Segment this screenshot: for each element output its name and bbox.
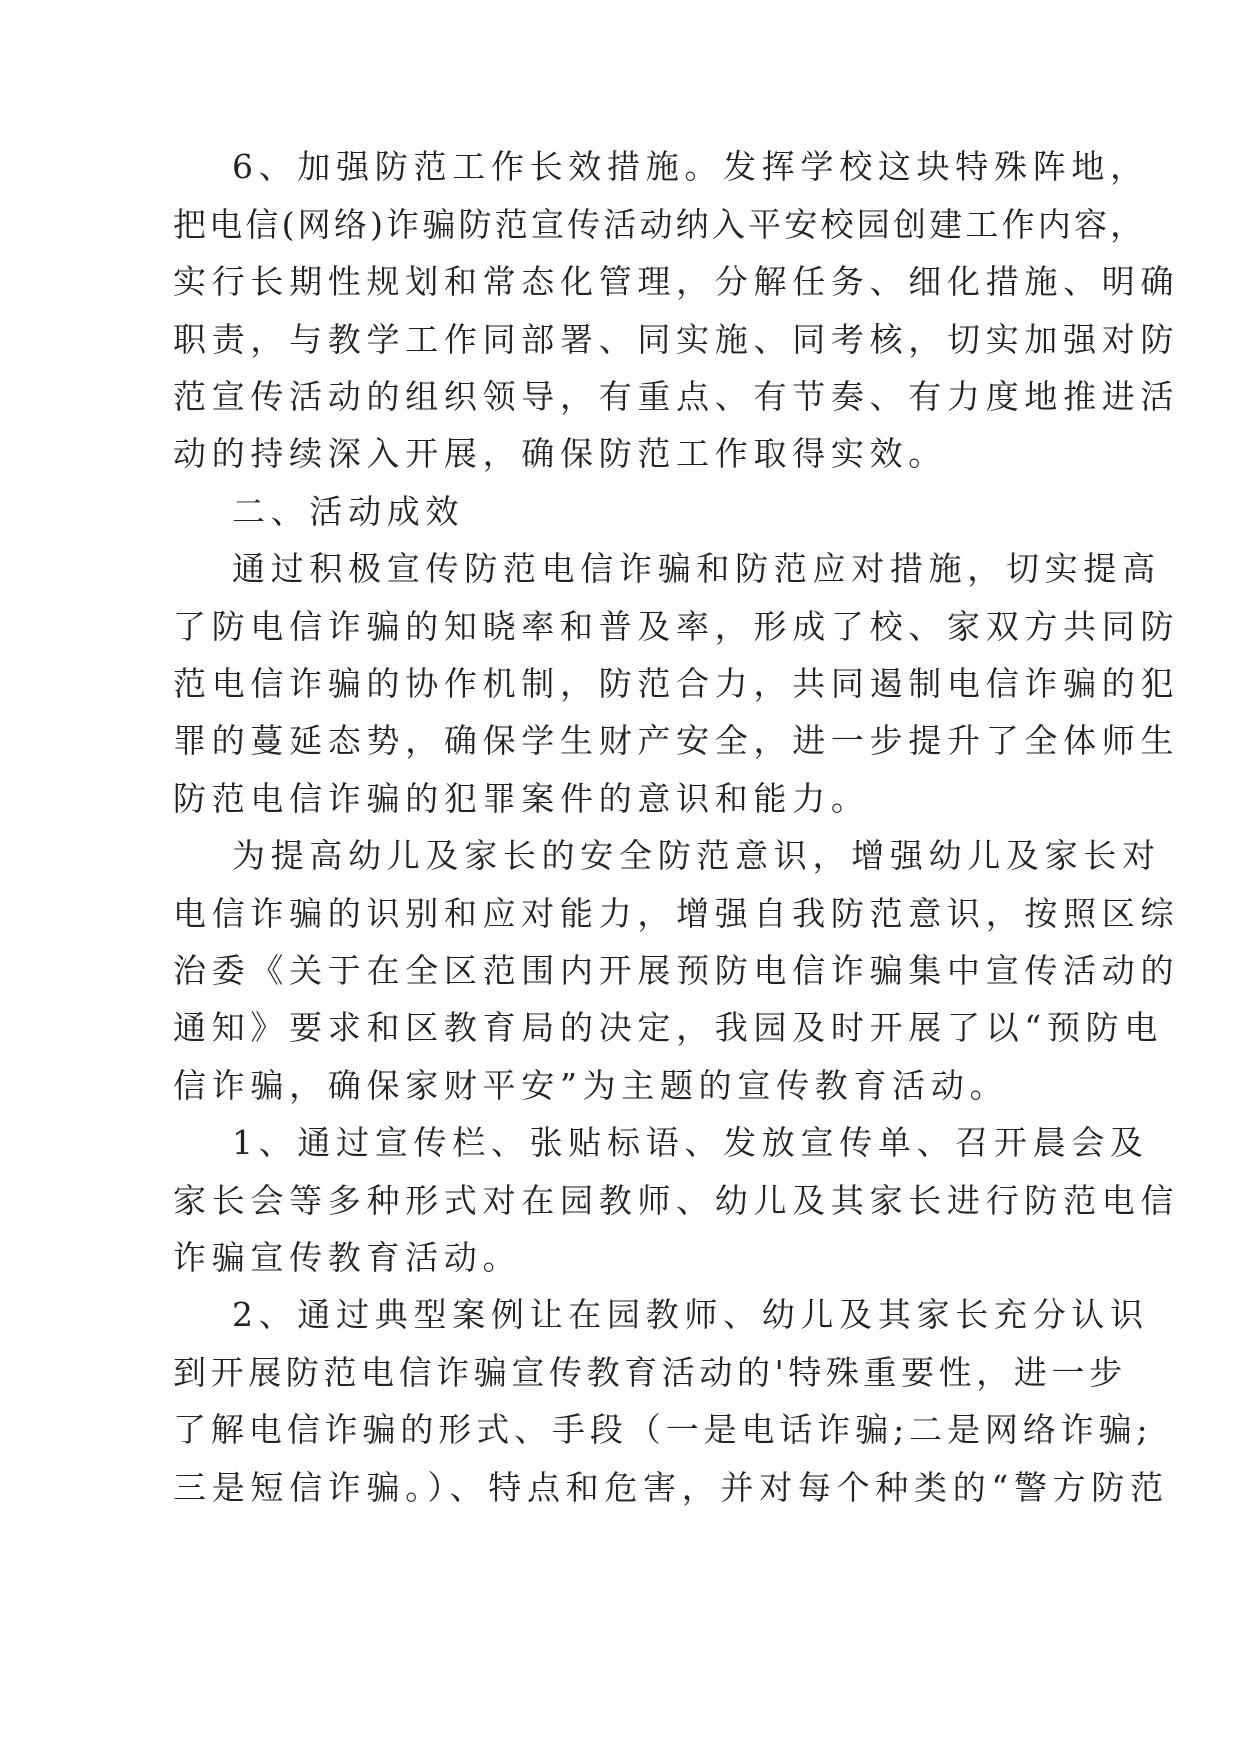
text-line: 通过积极宣传防范电信诈骗和防范应对措施，切实提高 bbox=[232, 549, 1161, 588]
text-line: 把电信(网络)诈骗防范宣传活动纳入平安校园创建工作内容， bbox=[173, 205, 1147, 244]
text-line: 家长会等多种形式对在园教师、幼儿及其家长进行防范电信 bbox=[173, 1181, 1180, 1220]
text-line: 范宣传活动的组织领导，有重点、有节奏、有力度地推进活 bbox=[173, 377, 1180, 416]
text-line: 到开展防范电信诈骗宣传教育活动的'特殊重要性，进一步 bbox=[173, 1353, 1127, 1392]
text-line: 为提高幼儿及家长的安全防范意识，增强幼儿及家长对 bbox=[232, 836, 1161, 875]
text-line: 6、加强防范工作长效措施。发挥学校这块特殊阵地， bbox=[232, 147, 1149, 186]
text-line: 治委《关于在全区范围内开展预防电信诈骗集中宣传活动的 bbox=[173, 951, 1180, 990]
text-line: 实行长期性规划和常态化管理，分解任务、细化措施、明确 bbox=[173, 262, 1180, 301]
text-line: 动的持续深入开展，确保防范工作取得实效。 bbox=[173, 434, 947, 473]
text-line: 信诈骗，确保家财平安”为主题的宣传教育活动。 bbox=[173, 1066, 1009, 1105]
text-line: 电信诈骗的识别和应对能力，增强自我防范意识，按照区综 bbox=[173, 894, 1180, 933]
text-line: 1、通过宣传栏、张贴标语、发放宣传单、召开晨会及 bbox=[232, 1123, 1149, 1162]
text-line: 职责，与教学工作同部署、同实施、同考核，切实加强对防 bbox=[173, 320, 1180, 359]
text-line: 通知》要求和区教育局的决定，我园及时开展了以“预防电 bbox=[173, 1008, 1164, 1047]
text-line: 了防电信诈骗的知晓率和普及率，形成了校、家双方共同防 bbox=[173, 607, 1180, 646]
text-line: 了解电信诈骗的形式、手段（一是电话诈骗;二是网络诈骗; bbox=[173, 1410, 1153, 1449]
text-line: 诈骗宣传教育活动。 bbox=[173, 1238, 522, 1277]
text-line: 三是短信诈骗。）、特点和危害，并对每个种类的“警方防范 bbox=[173, 1468, 1169, 1507]
text-line: 2、通过典型案例让在园教师、幼儿及其家长充分认识 bbox=[232, 1295, 1149, 1334]
section-heading: 二、活动成效 bbox=[232, 492, 465, 531]
text-line: 范电信诈骗的协作机制，防范合力，共同遏制电信诈骗的犯 bbox=[173, 664, 1180, 703]
text-line: 防范电信诈骗的犯罪案件的意识和能力。 bbox=[173, 779, 870, 818]
text-line: 罪的蔓延态势，确保学生财产安全，进一步提升了全体师生 bbox=[173, 721, 1180, 760]
